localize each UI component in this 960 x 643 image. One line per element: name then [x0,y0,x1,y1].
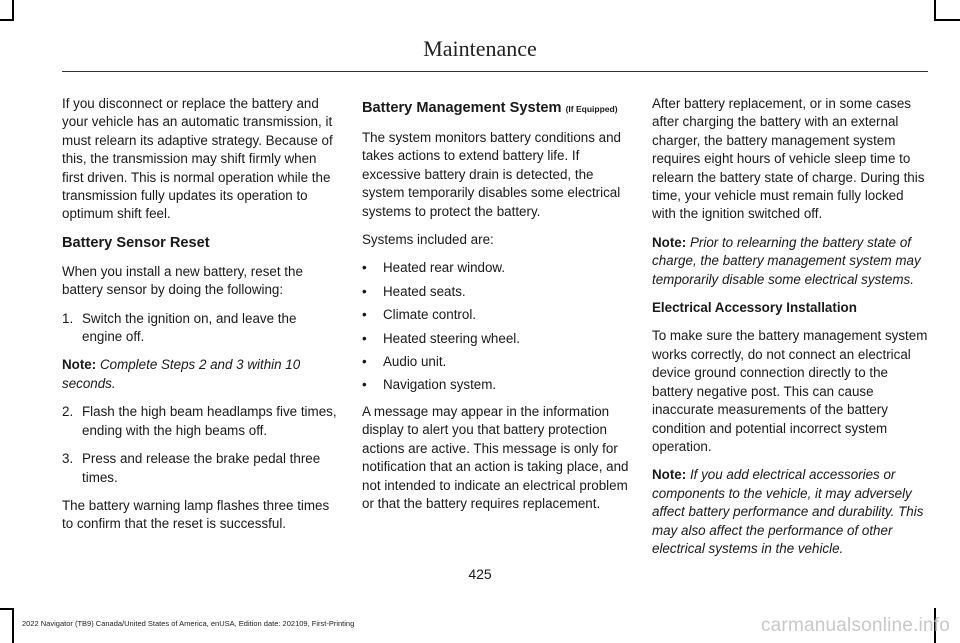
step-number: 2. [62,404,74,420]
list-item-text: Navigation system. [383,377,497,393]
column-left [62,95,338,544]
step-number: 3. [62,451,74,467]
heading-text: Battery Management System [362,100,562,116]
note-text: If you add electrical accessories or components to the vehicle, it may adversely affect battery performance and durability. This may also affect the performance of other electrical systems in the vehicle. [652,467,924,556]
lead-paragraph: When you install a new battery, reset the battery sensor by doing the following: [62,263,303,298]
note [652,234,928,289]
step-text: Press and release the brake pedal three times. [82,451,321,485]
list-item [362,306,638,324]
note-label: Note: [652,234,687,250]
section-heading-electrical-accessory: Electrical Accessory Installation [652,300,857,316]
list-item [362,283,638,301]
page-title: Maintenance [423,36,537,61]
bullet: • [362,283,367,299]
crop-mark [12,0,14,20]
note-label: Note: [62,357,97,373]
crop-mark [0,19,14,21]
list-item [362,376,638,394]
paragraph: A message may appear in the information display to alert you that battery protection actions are active. This message is only for notification that an action is taking place, and not intended to indicate an electrical problem or that the battery requires replacement. [362,403,629,511]
section-heading-battery-management [362,99,638,119]
footer-edition: 2022 Navigator (TB9) Canada/United States of America, enUSA, Edition date: 202109, First-Printing [22,619,355,628]
column-middle [362,95,638,523]
crop-mark [0,608,14,610]
note-text: Complete Steps 2 and 3 within 10 seconds. [62,357,301,391]
column-right [652,95,928,568]
list-intro: Systems included are: [362,232,494,248]
list-item-text: Heated seats. [383,283,466,299]
list-item-text: Heated rear window. [383,260,506,276]
list-item [362,259,638,277]
step-item [62,450,338,487]
bullet: • [362,330,367,346]
list-item [362,353,638,371]
bullet: • [362,354,367,370]
note-label: Note: [652,467,687,483]
list-item-text: Climate control. [383,307,477,323]
paragraph: After battery replacement, or in some cases after charging the battery with an external charger, the battery management system requires eight hours of vehicle sleep time to relearn the battery state of charge. During this time, your vehicle must remain fully locked with the ignition switched off. [652,96,925,222]
paragraph: To make sure the battery management system works correctly, do not connect an electrical device ground connection directly to the battery negative post. This can cause inaccurate measurements of the battery condition and potential incorrect system operation. [652,328,928,454]
intro-paragraph: If you disconnect or replace the battery and your vehicle has an automatic transmission, it must relearn its adaptive strategy. Because of this, the transmission may shift firmly when first driven. This is normal operation while the transmission fully updates its operation to optimum shift feel. [62,96,333,222]
step-text: Flash the high beam headlamps five times, ending with the high beams off. [82,404,337,438]
note [62,356,338,393]
step-item [62,403,338,440]
outro-paragraph: The battery warning lamp flashes three times to confirm that the reset is successful. [62,497,330,532]
systems-list [362,259,638,394]
watermark: carmanualsonline.info [760,615,950,636]
note [652,466,928,558]
crop-mark [934,0,936,20]
list-item [362,330,638,348]
bullet: • [362,307,367,323]
note-text: Prior to relearning the battery state of charge, the battery management system may temporarily disable some electrical systems. [652,234,921,287]
step-item [62,310,338,347]
crop-mark [934,19,960,21]
bullet: • [362,377,367,393]
list-item-text: Audio unit. [383,354,447,370]
heading-qualifier: (If Equipped) [565,104,618,114]
step-text: Switch the ignition on, and leave the engine off. [82,310,297,345]
bullet: • [362,260,367,276]
crop-mark [12,608,14,643]
header-divider [62,71,928,72]
paragraph: The system monitors battery conditions and takes actions to extend battery life. If excessive battery drain is detected, the system temporarily disables some electrical systems to protect the battery. [362,130,622,219]
step-number: 1. [62,310,74,326]
page-number: 425 [468,566,492,582]
list-item-text: Heated steering wheel. [383,330,520,346]
section-heading-battery-sensor-reset: Battery Sensor Reset [62,234,210,251]
